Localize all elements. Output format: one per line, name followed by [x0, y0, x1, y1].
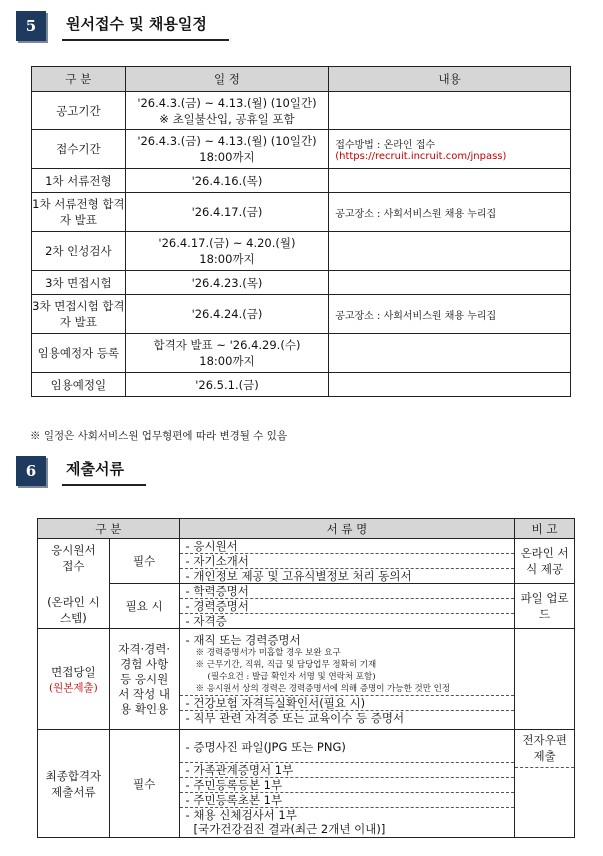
list-item: - 직무 관련 자격증 또는 교육이수 등 증명서: [185, 711, 405, 725]
group-label-final: 최종합격자 제출서류: [38, 730, 110, 838]
table-header-row: [32, 67, 571, 92]
row-content: [329, 271, 571, 295]
group-label-text: 응시원서 접수: [51, 542, 96, 573]
remark-text: 전자우편 제출: [515, 732, 574, 768]
schedule-line: '26.4.3.(금) ~ 4.13.(월) (10일간): [137, 134, 317, 148]
header-content: 내용: [329, 67, 571, 92]
row-label: 임용예정일: [32, 373, 126, 397]
table-row: [38, 584, 575, 629]
row-schedule: '26.4.24.(금): [125, 295, 328, 334]
schedule-line: 18:00까지: [199, 150, 255, 164]
remark: [515, 629, 575, 730]
list-item: - 자기소개서: [180, 554, 515, 569]
subnote: ※ 응시원서 상의 경력은 경력증명서에 의해 증명이 가능한 것만 인정: [195, 684, 451, 694]
list-item: - 증명사진 파일(JPG 또는 PNG): [180, 732, 515, 763]
row-content: 공고장소 : 사회서비스원 채용 누리집: [329, 295, 571, 334]
remark: 파일 업로드: [515, 584, 575, 629]
table-row: [32, 92, 571, 130]
optional-label: 필요 시: [109, 584, 179, 629]
list-item: - 채용 신체검사서 1부: [185, 807, 297, 822]
schedule-table: [31, 66, 571, 397]
row-schedule: [125, 92, 328, 130]
documents-table: [37, 518, 575, 838]
remark: [515, 730, 575, 838]
row-schedule: '26.4.17.(금): [125, 193, 328, 232]
document-list: [179, 584, 515, 629]
section-5-header: [16, 11, 229, 41]
list-item: - 주민등록초본 1부: [180, 793, 515, 808]
list-subnotes: [180, 647, 515, 696]
purpose-label: 자격·경력· 경험 사항 등 응시원서 작성 내용 확인용: [109, 629, 179, 730]
row-label: 3차 면접시험: [32, 271, 126, 295]
apply-url-link[interactable]: (https://recruit.incruit.com/jnpass): [335, 151, 507, 162]
original-submit-note: (원본제출): [49, 681, 98, 694]
row-content: 공고장소 : 사회서비스원 채용 누리집: [329, 193, 571, 232]
table-row: [38, 730, 575, 838]
table-row: [32, 232, 571, 271]
row-content: [329, 334, 571, 373]
row-label: 접수기간: [32, 130, 126, 169]
row-content: [329, 232, 571, 271]
row-label: 3차 면접시험 합격자 발표: [32, 295, 126, 334]
subnote: ※ 경력증명서가 미흡할 경우 보완 요구: [195, 648, 341, 658]
section-title: 원서접수 및 채용일정: [62, 11, 229, 41]
required-label: 필수: [109, 730, 179, 838]
section-number: 5: [16, 11, 46, 41]
header-schedule: 일 정: [125, 67, 328, 92]
schedule-line: ※ 초일불산입, 공휴일 포함: [159, 111, 295, 126]
group-sublabel-text: (온라인 시스템): [47, 594, 100, 625]
list-item: - 재직 또는 경력증명서: [185, 633, 301, 647]
row-label: 임용예정자 등록: [32, 334, 126, 373]
list-item: - 응시원서: [180, 539, 515, 554]
row-schedule: [125, 130, 328, 169]
table-row: [32, 193, 571, 232]
document-list: [179, 539, 515, 584]
list-item: - 학력증명서: [180, 584, 515, 599]
list-item: - 자격증: [185, 614, 227, 628]
apply-method: 접수방법 : 온라인 접수: [335, 140, 436, 151]
document-list: [179, 730, 515, 838]
list-item: - 주민등록등본 1부: [180, 778, 515, 793]
table-row: [38, 539, 575, 584]
row-schedule: '26.4.16.(목): [125, 169, 328, 193]
schedule-line: '26.4.3.(금) ~ 4.13.(월) (10일간): [137, 95, 317, 110]
row-schedule: [125, 232, 328, 271]
row-content: [329, 92, 571, 130]
group-label-interview: [38, 629, 110, 730]
list-item: - 경력증명서: [180, 599, 515, 614]
subnote: ※ 근무기간, 직위, 직급 및 담당업무 정확히 기재: [195, 660, 377, 670]
header-category: 구 분: [38, 519, 180, 539]
required-label: 필수: [109, 539, 179, 584]
group-label-text: 면접당일: [51, 664, 96, 679]
schedule-line: 18:00까지: [199, 354, 255, 368]
table-row: [32, 334, 571, 373]
remark: 온라인 서식 제공: [515, 539, 575, 584]
group-label-application: [38, 539, 110, 629]
section-6-header: [16, 456, 146, 486]
row-label: 1차 서류전형: [32, 169, 126, 193]
list-item: - 개인정보 제공 및 고유식별정보 처리 동의서: [185, 569, 412, 583]
list-item: - 건강보험 자격득실확인서(필요 시): [180, 696, 515, 711]
section-title: 제출서류: [62, 456, 146, 486]
header-documents: 서 류 명: [179, 519, 515, 539]
subnote: (필수요건 : 발급 확인자 서명 및 연락처 포함): [207, 672, 376, 682]
schedule-line: 합격자 발표 ~ '26.4.29.(수): [153, 338, 301, 352]
section-number: 6: [16, 456, 46, 486]
table-row: [32, 130, 571, 169]
schedule-line: 18:00까지: [199, 252, 255, 266]
table-row: [32, 271, 571, 295]
list-item: - 가족관계증명서 1부: [180, 763, 515, 778]
header-category: 구 분: [32, 67, 126, 92]
table-row: [32, 373, 571, 397]
document-list: [179, 629, 515, 730]
header-remarks: 비 고: [515, 519, 575, 539]
schedule-note: ※ 일정은 사회서비스원 업무형편에 따라 변경될 수 있음: [30, 430, 288, 442]
row-schedule: '26.4.23.(목): [125, 271, 328, 295]
row-label: 공고기간: [32, 92, 126, 130]
row-content: [329, 169, 571, 193]
table-row: [32, 169, 571, 193]
list-item-detail: [국가건강검진 결과(최근 2개년 이내)]: [193, 821, 386, 836]
table-row: [38, 629, 575, 730]
table-header-row: [38, 519, 575, 539]
row-label: 2차 인성검사: [32, 232, 126, 271]
row-schedule: '26.5.1.(금): [125, 373, 328, 397]
row-content: [329, 373, 571, 397]
row-schedule: [125, 334, 328, 373]
row-content: [329, 130, 571, 169]
table-row: [32, 295, 571, 334]
row-label: 1차 서류전형 합격자 발표: [32, 193, 126, 232]
schedule-line: '26.4.17.(금) ~ 4.20.(월): [158, 236, 296, 250]
